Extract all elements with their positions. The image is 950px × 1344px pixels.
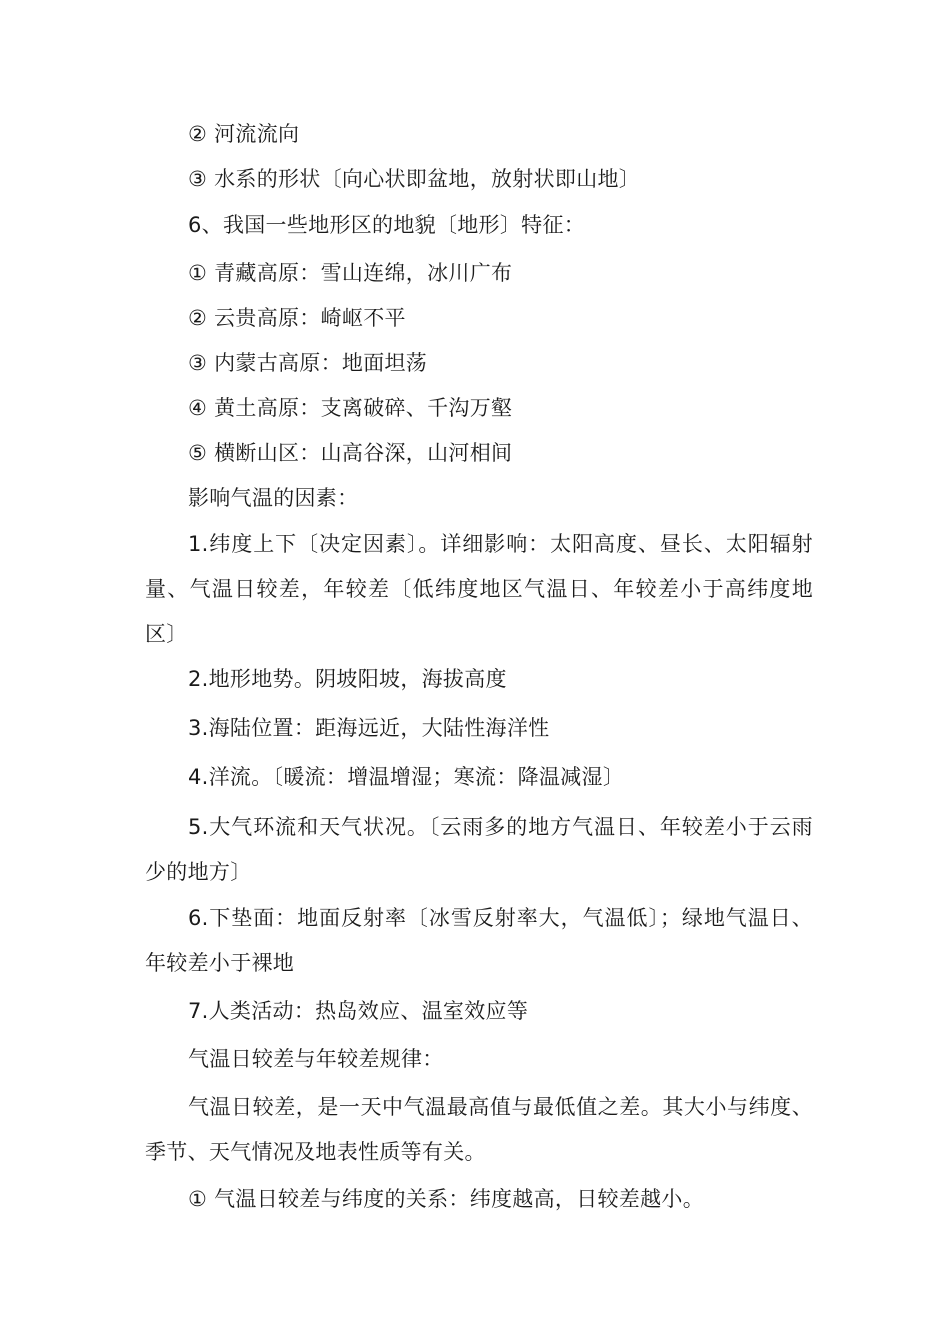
paragraph-daily-range: 气温日较差，是一天中气温最高值与最低值之差。其大小与纬度、季节、天气情况及地表性质等有关。 [145,1095,813,1164]
paragraph-underlying-surface: 6.下垫面：地面反射率〔冰雪反射率大，气温低〕；绿地气温日、年较差小于裸地 [145,906,813,975]
list-item-hengduan: ⑤ 横断山区：山高谷深，山河相间 [188,441,513,465]
list-item-yunnan-guizhou: ② 云贵高原：崎岖不平 [188,306,406,330]
list-item-ocean-currents: 4.洋流。〔暖流：增温增湿；寒流：降温减湿〕 [188,765,625,789]
list-item-qinghai-tibet: ① 青藏高原：雪山连绵，冰川广布 [188,261,513,285]
paragraph-latitude: 1.纬度上下〔决定因素〕。详细影响：太阳高度、昼长、太阳辐射量、气温日较差，年较差〔低纬度地区气温日、年较差小于高纬度地区〕 [145,532,813,646]
list-item-loess-plateau: ④ 黄土高原：支离破碎、千沟万壑 [188,396,513,420]
list-item-drainage-shape: ③ 水系的形状〔向心状即盆地，放射状即山地〕 [188,167,641,191]
list-item-inner-mongolia: ③ 内蒙古高原：地面坦荡 [188,351,428,375]
list-item-human-activity: 7.人类活动：热岛效应、温室效应等 [188,999,529,1023]
list-item-terrain: 2.地形地势。阴坡阳坡，海拔高度 [188,667,507,691]
section-heading-range-rules: 气温日较差与年较差规律： [188,1047,444,1071]
list-item-daily-range-latitude: ① 气温日较差与纬度的关系：纬度越高，日较差越小。 [188,1187,704,1211]
section-heading-landforms: 6、我国一些地形区的地貌〔地形〕特征： [188,213,586,237]
list-item-land-sea: 3.海陆位置：距海远近，大陆性海洋性 [188,716,550,740]
list-item-river-direction: ② 河流流向 [188,122,300,146]
paragraph-circulation: 5.大气环流和天气状况。〔云雨多的地方气温日、年较差小于云雨少的地方〕 [145,815,813,884]
section-heading-temperature-factors: 影响气温的因素： [188,486,359,510]
